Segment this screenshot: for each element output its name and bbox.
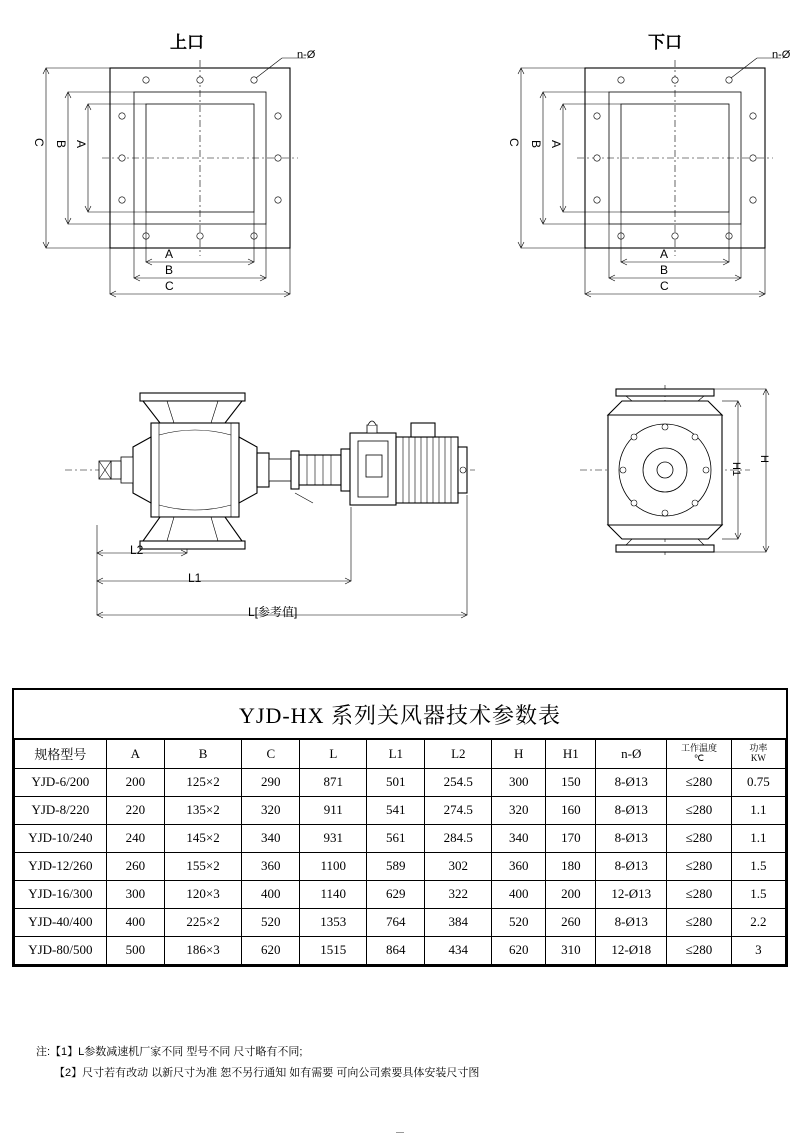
spec-table-title: YJD-HX 系列关风器技术参数表 (14, 690, 786, 739)
dim-b-vert-right: B (529, 140, 543, 149)
hole-callout-left: n-Ø (297, 49, 316, 61)
end-elevation-view (560, 375, 790, 565)
cell-value: 322 (425, 880, 492, 908)
table-row (15, 908, 786, 936)
cell-value: 589 (367, 852, 425, 880)
cell-model: YJD-80/500 (15, 936, 107, 964)
cell-value: 620 (492, 936, 546, 964)
cell-value: 541 (367, 796, 425, 824)
cell-model: YJD-12/260 (15, 852, 107, 880)
cell-value: 302 (425, 852, 492, 880)
table-body (15, 768, 786, 964)
cell-value: 125×2 (165, 768, 242, 796)
dim-b-vert-left: B (54, 140, 68, 149)
cell-model: YJD-8/220 (15, 796, 107, 824)
cell-value: 500 (106, 936, 164, 964)
cell-value: 274.5 (425, 796, 492, 824)
cell-value: 340 (242, 824, 300, 852)
cell-value: 200 (106, 768, 164, 796)
dim-c-vert-left: C (32, 138, 46, 147)
cell-value: 260 (546, 908, 596, 936)
th-h: H (492, 740, 546, 769)
cell-value: ≤280 (667, 796, 732, 824)
cell-value: 864 (367, 936, 425, 964)
cell-value: 1.1 (731, 796, 785, 824)
cell-value: 1.5 (731, 880, 785, 908)
cell-value: 520 (242, 908, 300, 936)
cell-value: 8-Ø13 (596, 768, 667, 796)
cell-model: YJD-6/200 (15, 768, 107, 796)
cell-value: 145×2 (165, 824, 242, 852)
cell-value: 629 (367, 880, 425, 908)
cell-value: 8-Ø13 (596, 796, 667, 824)
cell-value: 1140 (300, 880, 367, 908)
bottom-outlet-flange-view (505, 50, 800, 300)
cell-value: 135×2 (165, 796, 242, 824)
cell-value: 225×2 (165, 908, 242, 936)
hole-callout-right: n-Ø (772, 49, 791, 61)
th-b: B (165, 740, 242, 769)
spec-table (14, 739, 786, 965)
dim-a-horiz-left: A (165, 247, 174, 261)
cell-value: 12-Ø18 (596, 936, 667, 964)
cell-value: 520 (492, 908, 546, 936)
cell-value: 1.1 (731, 824, 785, 852)
table-row (15, 852, 786, 880)
table-row (15, 768, 786, 796)
cell-value: 360 (492, 852, 546, 880)
cell-model: YJD-40/400 (15, 908, 107, 936)
cell-value: 620 (242, 936, 300, 964)
cell-value: 3 (731, 936, 785, 964)
th-spec: 规格型号 (15, 740, 107, 769)
cell-value: 120×3 (165, 880, 242, 908)
cell-value: 155×2 (165, 852, 242, 880)
cell-value: ≤280 (667, 768, 732, 796)
th-power-line2: KW (750, 752, 766, 763)
cell-value: 12-Ø13 (596, 880, 667, 908)
th-l: L (300, 740, 367, 769)
cell-value: ≤280 (667, 880, 732, 908)
cell-value: 911 (300, 796, 367, 824)
th-power (731, 740, 785, 769)
dim-a-vert-right: A (549, 140, 563, 149)
cell-value: 931 (300, 824, 367, 852)
cell-value: ≤280 (667, 936, 732, 964)
cell-value: 1.5 (731, 852, 785, 880)
cell-value: 561 (367, 824, 425, 852)
dim-l2-label: L2 (130, 543, 144, 557)
cell-value: 320 (242, 796, 300, 824)
cell-value: ≤280 (667, 908, 732, 936)
th-working-temp-line2: ℃ (693, 752, 704, 763)
cell-value: 220 (106, 796, 164, 824)
dim-b-horiz-right: B (660, 263, 669, 277)
cell-value: 290 (242, 768, 300, 796)
dim-l1-label: L1 (188, 571, 202, 585)
cell-value: 8-Ø13 (596, 852, 667, 880)
cell-value: 360 (242, 852, 300, 880)
dim-c-horiz-left: C (165, 279, 174, 293)
cell-value: 8-Ø13 (596, 824, 667, 852)
cell-value: 300 (106, 880, 164, 908)
cell-value: 170 (546, 824, 596, 852)
th-working-temp-line1: 工作温度 (680, 743, 717, 753)
th-l2: L2 (425, 740, 492, 769)
cell-value: 8-Ø13 (596, 908, 667, 936)
cell-value: 400 (492, 880, 546, 908)
spec-table-container (12, 688, 788, 967)
cell-value: 240 (106, 824, 164, 852)
cell-model: YJD-10/240 (15, 824, 107, 852)
dim-c-horiz-right: C (660, 279, 669, 293)
cell-value: 150 (546, 768, 596, 796)
view-title-bottom-outlet: 下口 (648, 33, 682, 52)
table-header-row (15, 740, 786, 769)
dim-b-horiz-left: B (165, 263, 174, 277)
th-a: A (106, 740, 164, 769)
cell-value: 400 (106, 908, 164, 936)
cell-value: 0.75 (731, 768, 785, 796)
cell-value: 384 (425, 908, 492, 936)
cell-value: 320 (492, 796, 546, 824)
cell-value: 284.5 (425, 824, 492, 852)
table-row (15, 936, 786, 964)
th-c: C (242, 740, 300, 769)
th-power-line1: 功率 (749, 743, 768, 753)
table-row (15, 880, 786, 908)
cell-value: 200 (546, 880, 596, 908)
note-line-1: 注:【1】L参数减速机厂家不同 型号不同 尺寸略有不同; (36, 1046, 303, 1058)
dim-a-vert-left: A (74, 140, 88, 149)
top-inlet-flange-view (30, 50, 330, 300)
cell-value: 186×3 (165, 936, 242, 964)
cell-value: 254.5 (425, 768, 492, 796)
th-working-temp (667, 740, 732, 769)
cell-value: 434 (425, 936, 492, 964)
cell-value: 764 (367, 908, 425, 936)
dim-h1-label: H1 (730, 462, 742, 477)
cell-value: 871 (300, 768, 367, 796)
cell-value: 340 (492, 824, 546, 852)
dim-a-horiz-right: A (660, 247, 669, 261)
cell-value: 400 (242, 880, 300, 908)
th-h1: H1 (546, 740, 596, 769)
dim-h-label: H (758, 455, 770, 463)
cell-value: 300 (492, 768, 546, 796)
cell-value: ≤280 (667, 852, 732, 880)
cell-model: YJD-16/300 (15, 880, 107, 908)
view-title-top-inlet: 上口 (170, 33, 204, 52)
cell-value: 160 (546, 796, 596, 824)
cell-value: 1515 (300, 936, 367, 964)
note-line-2: 【2】尺寸若有改动 以新尺寸为准 恕不另行通知 如有需要 可向公司索要具体安装尺寸图 (54, 1066, 480, 1079)
notes-block (36, 1042, 479, 1084)
cell-value: 2.2 (731, 908, 785, 936)
cell-value: 1100 (300, 852, 367, 880)
cell-value: 310 (546, 936, 596, 964)
dim-c-vert-right: C (507, 138, 521, 147)
th-l1: L1 (367, 740, 425, 769)
th-holes: n-Ø (596, 740, 667, 769)
cell-value: 260 (106, 852, 164, 880)
cell-value: ≤280 (667, 824, 732, 852)
page-footer-mark (396, 1132, 404, 1133)
dim-l-ref-label: L[参考值] (248, 605, 298, 619)
cell-value: 501 (367, 768, 425, 796)
table-row (15, 824, 786, 852)
cell-value: 180 (546, 852, 596, 880)
table-row (15, 796, 786, 824)
cell-value: 1353 (300, 908, 367, 936)
